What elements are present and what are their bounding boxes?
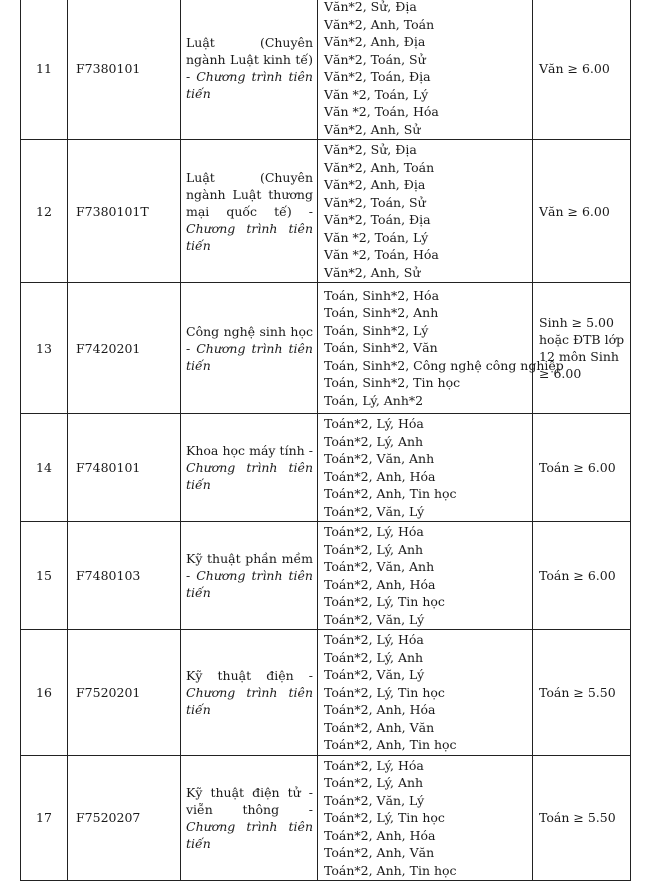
combination-item: Toán, Sinh*2, Hóa (324, 287, 440, 303)
subject-combinations (318, 140, 533, 283)
combination-item: Toán*2, Anh, Hóa (324, 827, 436, 843)
combination-item: Toán, Sinh*2, Tin học (324, 375, 461, 391)
combination-item: Văn*2, Toán, Địa (324, 69, 431, 84)
subject-combinations (318, 414, 533, 522)
subject-combinations (318, 283, 564, 414)
combination-item: Toán, Lý, Anh*2 (324, 392, 424, 408)
table-row (21, 522, 631, 630)
program-type: Chương trình tiên tiến (186, 818, 313, 851)
program-name-text: Luật (Chuyên ngành Luật kinh tế) - (186, 35, 313, 84)
program-name (181, 630, 318, 756)
program-name (181, 755, 318, 881)
combination-item: Toán*2, Văn, Lý (324, 611, 425, 627)
program-code: F7380101T (68, 140, 181, 283)
combination-item: Toán*2, Anh, Hóa (324, 468, 436, 484)
combination-item: Văn*2, Anh, Địa (324, 34, 426, 49)
combination-item: Toán, Sinh*2, Anh (324, 305, 439, 321)
row-number: 16 (21, 630, 68, 756)
row-number: 13 (21, 283, 68, 414)
combination-item: Toán*2, Lý, Anh (324, 775, 424, 790)
program-name-text: Kỹ thuật điện tử - viễn thông - (186, 784, 313, 817)
combination-item: Văn*2, Toán, Sử (324, 194, 426, 210)
row-number: 15 (21, 522, 68, 630)
admission-condition: Toán ≥ 6.00 (533, 522, 631, 630)
program-type: Chương trình tiên tiến (186, 340, 313, 373)
program-type: Chương trình tiên tiến (186, 684, 313, 717)
program-name-text: Kỹ thuật điện - (186, 667, 313, 683)
program-code: F7420201 (68, 283, 181, 414)
combination-item: Toán*2, Anh, Hóa (324, 576, 436, 592)
combination-item: Toán*2, Lý, Anh (324, 541, 424, 557)
table-row (21, 414, 631, 522)
combination-item: Toán*2, Lý, Anh (324, 649, 424, 665)
combination-item: Toán*2, Văn, Anh (324, 451, 435, 466)
combination-item: Văn *2, Toán, Lý (324, 229, 429, 245)
program-name-text: Kỹ thuật phần mềm - (186, 551, 313, 583)
combination-item: Văn *2, Toán, Hóa (324, 247, 439, 262)
admission-condition: Sinh ≥ 5.00 hoặc ĐTB lớp 12 môn Sinh ≥ 6.00 (533, 283, 631, 414)
combination-item: Văn*2, Sử, Địa (324, 0, 417, 14)
combination-item: Văn*2, Toán, Địa (324, 212, 431, 227)
combination-item: Toán, Sinh*2, Lý (324, 322, 429, 338)
subject-combinations (318, 755, 533, 881)
combination-item: Văn*2, Anh, Sử (324, 264, 421, 280)
admission-table-body (21, 0, 631, 881)
combination-item: Toán*2, Văn, Lý (324, 503, 425, 519)
program-code: F7520207 (68, 755, 181, 881)
combination-item: Toán*2, Văn, Lý (324, 792, 425, 808)
subject-combinations (318, 630, 533, 756)
combination-item: Toán*2, Anh, Tin học (324, 737, 457, 752)
combination-item: Toán*2, Lý, Hóa (324, 524, 424, 539)
combination-item: Toán*2, Lý, Hóa (324, 757, 424, 773)
program-name-text: Khoa học máy tính - (186, 443, 313, 458)
table-row (21, 755, 631, 881)
program-name-text: Luật (Chuyên ngành Luật thương mại quốc tế) - (186, 169, 313, 219)
program-name (181, 283, 318, 414)
combination-item: Văn*2, Anh, Toán (324, 16, 435, 32)
combination-item: Toán*2, Anh, Hóa (324, 702, 436, 717)
table-row (21, 0, 631, 140)
combination-item: Toán*2, Anh, Văn (324, 845, 435, 860)
program-type: Chương trình tiên tiến (186, 568, 313, 600)
combination-item: Văn*2, Sử, Địa (324, 142, 417, 157)
combination-item: Toán*2, Lý, Hóa (324, 632, 424, 647)
table-row (21, 630, 631, 756)
program-code: F7480103 (68, 522, 181, 630)
program-code: F7520201 (68, 630, 181, 756)
combination-item: Toán, Sinh*2, Công nghệ công nghiệp (324, 357, 564, 373)
combination-item: Toán*2, Lý, Tin học (324, 810, 445, 825)
combination-item: Toán*2, Anh, Tin học (324, 862, 457, 878)
combination-item: Toán, Sinh*2, Văn (324, 340, 438, 356)
combination-item: Văn*2, Anh, Toán (324, 159, 435, 175)
program-code: F7380101 (68, 0, 181, 140)
row-number: 17 (21, 755, 68, 881)
combination-item: Văn*2, Toán, Sử (324, 51, 426, 67)
program-name (181, 140, 318, 283)
program-type: Chương trình tiên tiến (186, 69, 313, 101)
combination-item: Văn*2, Anh, Địa (324, 177, 426, 192)
combination-item: Văn*2, Anh, Sử (324, 121, 421, 137)
combination-item: Toán*2, Lý, Tin học (324, 684, 445, 700)
table-row (21, 283, 631, 414)
subject-combinations (318, 522, 533, 630)
program-name (181, 0, 318, 140)
program-type: Chương trình tiên tiến (186, 460, 313, 492)
admission-condition: Văn ≥ 6.00 (533, 0, 631, 140)
admission-condition: Văn ≥ 6.00 (533, 140, 631, 283)
program-type: Chương trình tiên tiến (186, 220, 313, 253)
combination-item: Toán*2, Văn, Lý (324, 667, 425, 682)
subject-combinations (318, 0, 533, 140)
combination-item: Toán*2, Lý, Tin học (324, 594, 445, 609)
row-number: 12 (21, 140, 68, 283)
admission-table (20, 0, 631, 881)
row-number: 11 (21, 0, 68, 140)
program-name-text: Công nghệ sinh học - (186, 323, 313, 356)
program-name (181, 522, 318, 630)
admission-condition: Toán ≥ 6.00 (533, 414, 631, 522)
combination-item: Toán*2, Anh, Văn (324, 719, 435, 735)
row-number: 14 (21, 414, 68, 522)
combination-item: Toán*2, Văn, Anh (324, 559, 435, 574)
combination-item: Văn *2, Toán, Lý (324, 86, 429, 102)
admission-condition: Toán ≥ 5.50 (533, 755, 631, 881)
combination-item: Toán*2, Anh, Tin học (324, 486, 457, 501)
combination-item: Toán*2, Lý, Anh (324, 433, 424, 449)
program-name (181, 414, 318, 522)
table-row (21, 140, 631, 283)
combination-item: Toán*2, Lý, Hóa (324, 416, 424, 431)
program-code: F7480101 (68, 414, 181, 522)
combination-item: Văn *2, Toán, Hóa (324, 104, 439, 119)
admission-condition: Toán ≥ 5.50 (533, 630, 631, 756)
